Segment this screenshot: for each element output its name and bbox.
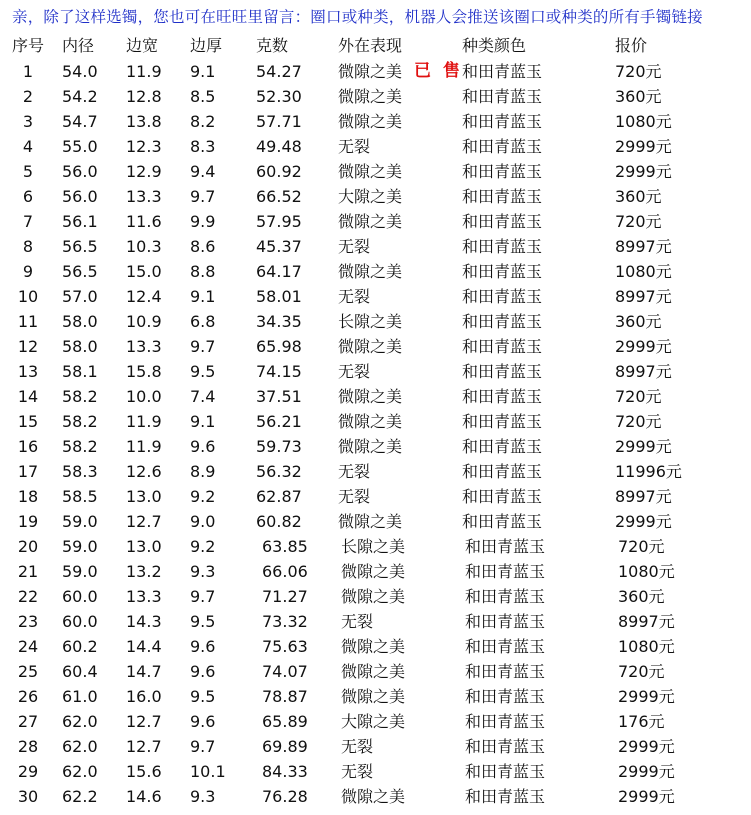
price-cell: 2999元 [615,337,672,356]
kind-color-cell: 和田青蓝玉 [462,237,543,256]
header-appearance: 外在表现 [338,36,403,55]
table-row [0,584,751,609]
appearance-cell: 微隙之美 [338,437,403,456]
width-cell: 14.4 [126,637,162,656]
inner-diameter-cell: 62.2 [62,787,98,806]
inner-diameter-cell: 58.3 [62,462,98,481]
row-index-cell: 18 [17,487,39,506]
table-row [0,59,751,84]
inner-diameter-cell: 58.0 [62,312,98,331]
table-row [0,284,751,309]
appearance-cell: 微隙之美 [341,662,406,681]
price-cell: 8997元 [618,612,675,631]
weight-cell: 57.71 [256,112,302,131]
kind-color-cell: 和田青蓝玉 [465,762,546,781]
width-cell: 13.0 [126,537,162,556]
table-row [0,259,751,284]
weight-cell: 64.17 [256,262,302,281]
width-cell: 14.7 [126,662,162,681]
appearance-cell: 微隙之美 [338,337,403,356]
thickness-cell: 9.5 [190,612,216,631]
appearance-cell: 微隙之美 [338,387,403,406]
kind-color-cell: 和田青蓝玉 [465,537,546,556]
width-cell: 13.3 [126,337,162,356]
weight-cell: 84.33 [262,762,308,781]
kind-color-cell: 和田青蓝玉 [465,612,546,631]
sold-badge: 已 售 [414,61,463,81]
table-row [0,534,751,559]
appearance-cell: 无裂 [341,762,374,781]
price-cell: 2999元 [615,162,672,181]
header-weight: 克数 [256,36,289,55]
width-cell: 11.9 [126,437,162,456]
inner-diameter-cell: 56.5 [62,237,98,256]
table-row [0,484,751,509]
table-row [0,409,751,434]
kind-color-cell: 和田青蓝玉 [462,412,543,431]
price-cell: 176元 [618,712,665,731]
thickness-cell: 7.4 [190,387,216,406]
kind-color-cell: 和田青蓝玉 [465,787,546,806]
appearance-cell: 无裂 [338,487,371,506]
weight-cell: 60.92 [256,162,302,181]
weight-cell: 45.37 [256,237,302,256]
price-cell: 2999元 [618,737,675,756]
appearance-cell: 无裂 [338,362,371,381]
kind-color-cell: 和田青蓝玉 [465,737,546,756]
price-cell: 8997元 [615,487,672,506]
thickness-cell: 8.8 [190,262,216,281]
row-index-cell: 1 [22,62,34,81]
thickness-cell: 9.7 [190,187,216,206]
table-row [0,184,751,209]
row-index-cell: 6 [22,187,34,206]
table-row [0,709,751,734]
thickness-cell: 9.6 [190,437,216,456]
inner-diameter-cell: 54.2 [62,87,98,106]
inner-diameter-cell: 56.5 [62,262,98,281]
row-index-cell: 20 [17,537,39,556]
thickness-cell: 9.7 [190,587,216,606]
thickness-cell: 8.3 [190,137,216,156]
kind-color-cell: 和田青蓝玉 [462,62,543,81]
thickness-cell: 9.4 [190,162,216,181]
price-cell: 360元 [615,312,662,331]
weight-cell: 52.30 [256,87,302,106]
row-index-cell: 24 [17,637,39,656]
inner-diameter-cell: 59.0 [62,537,98,556]
row-index-cell: 4 [22,137,34,156]
weight-cell: 66.06 [262,562,308,581]
row-index-cell: 30 [17,787,39,806]
inner-diameter-cell: 60.0 [62,612,98,631]
kind-color-cell: 和田青蓝玉 [462,87,543,106]
header-price: 报价 [615,36,648,55]
weight-cell: 65.89 [262,712,308,731]
table-row [0,509,751,534]
table-row [0,559,751,584]
appearance-cell: 微隙之美 [338,87,403,106]
appearance-cell: 大隙之美 [341,712,406,731]
thickness-cell: 9.1 [190,412,216,431]
price-cell: 360元 [618,587,665,606]
row-index-cell: 8 [22,237,34,256]
appearance-cell: 微隙之美 [338,112,403,131]
thickness-cell: 8.9 [190,462,216,481]
price-cell: 720元 [615,62,662,81]
inner-diameter-cell: 54.7 [62,112,98,131]
table-row [0,459,751,484]
row-index-cell: 27 [17,712,39,731]
thickness-cell: 6.8 [190,312,216,331]
weight-cell: 56.21 [256,412,302,431]
appearance-cell: 微隙之美 [341,787,406,806]
row-index-cell: 28 [17,737,39,756]
thickness-cell: 9.5 [190,362,216,381]
price-cell: 720元 [618,537,665,556]
thickness-cell: 8.2 [190,112,216,131]
inner-diameter-cell: 58.2 [62,412,98,431]
header-kind-color: 种类颜色 [462,36,527,55]
inner-diameter-cell: 60.0 [62,587,98,606]
kind-color-cell: 和田青蓝玉 [465,662,546,681]
row-index-cell: 13 [17,362,39,381]
width-cell: 13.2 [126,562,162,581]
kind-color-cell: 和田青蓝玉 [465,587,546,606]
kind-color-cell: 和田青蓝玉 [462,137,543,156]
thickness-cell: 9.2 [190,487,216,506]
table-row [0,734,751,759]
header-index: 序号 [11,36,44,55]
thickness-cell: 8.6 [190,237,216,256]
appearance-cell: 微隙之美 [341,637,406,656]
price-cell: 8997元 [615,362,672,381]
weight-cell: 74.15 [256,362,302,381]
kind-color-cell: 和田青蓝玉 [462,262,543,281]
price-cell: 2999元 [615,137,672,156]
inner-diameter-cell: 56.0 [62,162,98,181]
inner-diameter-cell: 56.0 [62,187,98,206]
table-row [0,659,751,684]
table-row [0,634,751,659]
weight-cell: 74.07 [262,662,308,681]
thickness-cell: 9.6 [190,637,216,656]
thickness-cell: 10.1 [190,762,226,781]
width-cell: 15.6 [126,762,162,781]
width-cell: 12.9 [126,162,162,181]
price-cell: 720元 [615,412,662,431]
weight-cell: 59.73 [256,437,302,456]
appearance-cell: 无裂 [338,237,371,256]
kind-color-cell: 和田青蓝玉 [462,487,543,506]
weight-cell: 76.28 [262,787,308,806]
width-cell: 14.3 [126,612,162,631]
price-cell: 2999元 [618,787,675,806]
inner-diameter-cell: 62.0 [62,712,98,731]
thickness-cell: 9.3 [190,787,216,806]
width-cell: 12.3 [126,137,162,156]
table-row [0,684,751,709]
row-index-cell: 22 [17,587,39,606]
width-cell: 11.9 [126,412,162,431]
kind-color-cell: 和田青蓝玉 [465,687,546,706]
inner-diameter-cell: 58.2 [62,387,98,406]
width-cell: 13.0 [126,487,162,506]
inner-diameter-cell: 62.0 [62,737,98,756]
bracelet-table [0,33,751,809]
inner-diameter-cell: 57.0 [62,287,98,306]
thickness-cell: 9.2 [190,537,216,556]
width-cell: 13.3 [126,187,162,206]
kind-color-cell: 和田青蓝玉 [462,437,543,456]
weight-cell: 62.87 [256,487,302,506]
weight-cell: 57.95 [256,212,302,231]
row-index-cell: 2 [22,87,34,106]
inner-diameter-cell: 60.2 [62,637,98,656]
kind-color-cell: 和田青蓝玉 [462,387,543,406]
kind-color-cell: 和田青蓝玉 [462,312,543,331]
kind-color-cell: 和田青蓝玉 [462,287,543,306]
inner-diameter-cell: 58.5 [62,487,98,506]
notice-text: 亲，除了这样选镯，您也可在旺旺里留言：圈口或种类，机器人会推送该圈口或种类的所有手镯链接 [12,8,703,26]
width-cell: 12.6 [126,462,162,481]
thickness-cell: 9.3 [190,562,216,581]
weight-cell: 49.48 [256,137,302,156]
price-cell: 720元 [615,387,662,406]
width-cell: 11.6 [126,212,162,231]
price-cell: 720元 [615,212,662,231]
kind-color-cell: 和田青蓝玉 [462,462,543,481]
weight-cell: 66.52 [256,187,302,206]
thickness-cell: 9.7 [190,337,216,356]
row-index-cell: 11 [17,312,39,331]
appearance-cell: 大隙之美 [338,187,403,206]
row-index-cell: 12 [17,337,39,356]
width-cell: 14.6 [126,787,162,806]
row-index-cell: 9 [22,262,34,281]
price-cell: 2999元 [618,687,675,706]
appearance-cell: 无裂 [338,287,371,306]
price-cell: 2999元 [615,437,672,456]
inner-diameter-cell: 62.0 [62,762,98,781]
price-cell: 1080元 [618,637,675,656]
price-cell: 11996元 [615,462,682,481]
thickness-cell: 9.9 [190,212,216,231]
inner-diameter-cell: 58.1 [62,362,98,381]
row-index-cell: 23 [17,612,39,631]
row-index-cell: 5 [22,162,34,181]
price-cell: 1080元 [615,262,672,281]
table-row [0,784,751,809]
table-row [0,209,751,234]
appearance-cell: 微隙之美 [338,62,403,81]
thickness-cell: 9.0 [190,512,216,531]
row-index-cell: 7 [22,212,34,231]
row-index-cell: 25 [17,662,39,681]
width-cell: 13.3 [126,587,162,606]
kind-color-cell: 和田青蓝玉 [465,712,546,731]
width-cell: 13.8 [126,112,162,131]
inner-diameter-cell: 61.0 [62,687,98,706]
appearance-cell: 微隙之美 [338,262,403,281]
table-row [0,334,751,359]
inner-diameter-cell: 60.4 [62,662,98,681]
kind-color-cell: 和田青蓝玉 [462,512,543,531]
row-index-cell: 29 [17,762,39,781]
table-row [0,359,751,384]
kind-color-cell: 和田青蓝玉 [462,112,543,131]
kind-color-cell: 和田青蓝玉 [462,337,543,356]
thickness-cell: 9.6 [190,712,216,731]
width-cell: 12.7 [126,737,162,756]
header-thickness: 边厚 [190,36,223,55]
width-cell: 10.0 [126,387,162,406]
weight-cell: 37.51 [256,387,302,406]
weight-cell: 56.32 [256,462,302,481]
appearance-cell: 微隙之美 [341,562,406,581]
appearance-cell: 微隙之美 [341,687,406,706]
table-row [0,434,751,459]
table-row [0,84,751,109]
thickness-cell: 9.6 [190,662,216,681]
table-row [0,309,751,334]
table-row [0,759,751,784]
price-cell: 2999元 [615,512,672,531]
width-cell: 10.3 [126,237,162,256]
table-header-row [0,33,751,59]
row-index-cell: 3 [22,112,34,131]
appearance-cell: 微隙之美 [338,162,403,181]
appearance-cell: 无裂 [341,737,374,756]
weight-cell: 65.98 [256,337,302,356]
table-row [0,159,751,184]
width-cell: 12.7 [126,512,162,531]
row-index-cell: 19 [17,512,39,531]
width-cell: 12.4 [126,287,162,306]
price-cell: 1080元 [615,112,672,131]
row-index-cell: 17 [17,462,39,481]
price-cell: 360元 [615,187,662,206]
kind-color-cell: 和田青蓝玉 [462,362,543,381]
row-index-cell: 26 [17,687,39,706]
inner-diameter-cell: 59.0 [62,562,98,581]
header-inner-diameter: 内径 [62,36,95,55]
appearance-cell: 微隙之美 [338,512,403,531]
price-cell: 1080元 [618,562,675,581]
weight-cell: 69.89 [262,737,308,756]
weight-cell: 71.27 [262,587,308,606]
weight-cell: 63.85 [262,537,308,556]
weight-cell: 34.35 [256,312,302,331]
appearance-cell: 长隙之美 [338,312,403,331]
thickness-cell: 9.7 [190,737,216,756]
row-index-cell: 14 [17,387,39,406]
weight-cell: 78.87 [262,687,308,706]
row-index-cell: 10 [17,287,39,306]
table-row [0,134,751,159]
thickness-cell: 9.1 [190,62,216,81]
inner-diameter-cell: 58.2 [62,437,98,456]
appearance-cell: 微隙之美 [338,412,403,431]
width-cell: 12.8 [126,87,162,106]
width-cell: 16.0 [126,687,162,706]
width-cell: 11.9 [126,62,162,81]
weight-cell: 60.82 [256,512,302,531]
row-index-cell: 15 [17,412,39,431]
header-width: 边宽 [126,36,159,55]
width-cell: 12.7 [126,712,162,731]
thickness-cell: 9.1 [190,287,216,306]
kind-color-cell: 和田青蓝玉 [465,637,546,656]
inner-diameter-cell: 56.1 [62,212,98,231]
appearance-cell: 无裂 [338,462,371,481]
price-cell: 8997元 [615,237,672,256]
table-row [0,234,751,259]
thickness-cell: 8.5 [190,87,216,106]
width-cell: 15.0 [126,262,162,281]
weight-cell: 73.32 [262,612,308,631]
weight-cell: 54.27 [256,62,302,81]
weight-cell: 58.01 [256,287,302,306]
appearance-cell: 微隙之美 [338,212,403,231]
appearance-cell: 微隙之美 [341,587,406,606]
kind-color-cell: 和田青蓝玉 [465,562,546,581]
price-cell: 2999元 [618,762,675,781]
width-cell: 10.9 [126,312,162,331]
thickness-cell: 9.5 [190,687,216,706]
width-cell: 15.8 [126,362,162,381]
price-cell: 720元 [618,662,665,681]
table-row [0,384,751,409]
row-index-cell: 16 [17,437,39,456]
price-cell: 360元 [615,87,662,106]
appearance-cell: 长隙之美 [341,537,406,556]
kind-color-cell: 和田青蓝玉 [462,162,543,181]
inner-diameter-cell: 58.0 [62,337,98,356]
inner-diameter-cell: 54.0 [62,62,98,81]
table-body [0,59,751,809]
row-index-cell: 21 [17,562,39,581]
table-row [0,109,751,134]
appearance-cell: 无裂 [338,137,371,156]
inner-diameter-cell: 55.0 [62,137,98,156]
price-cell: 8997元 [615,287,672,306]
kind-color-cell: 和田青蓝玉 [462,212,543,231]
weight-cell: 75.63 [262,637,308,656]
kind-color-cell: 和田青蓝玉 [462,187,543,206]
inner-diameter-cell: 59.0 [62,512,98,531]
table-row [0,609,751,634]
appearance-cell: 无裂 [341,612,374,631]
